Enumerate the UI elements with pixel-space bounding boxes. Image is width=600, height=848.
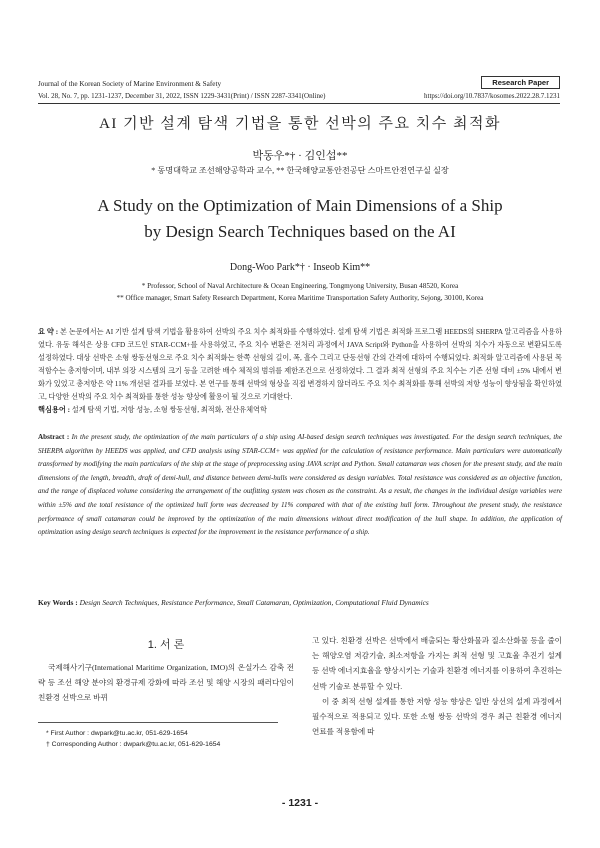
- korean-title: AI 기반 설계 탐색 기법을 통한 선박의 주요 치수 최적화: [99, 116, 501, 132]
- footnote-first-author: * First Author : dwpark@tu.ac.kr, 051-629-1654: [46, 730, 188, 737]
- journal-name: Journal of the Korean Society of Marine Environment & Safety: [38, 80, 222, 88]
- english-keywords-text: Design Search Techniques, Resistance Performance, Small Catamaran, Optimization, Computational Fluid Dynamics: [79, 598, 429, 607]
- korean-authors: 박동우*† · 김인섭**: [252, 150, 348, 162]
- english-abstract-label: Abstract :: [38, 433, 70, 441]
- body-right-paragraph-2: 이 중 최적 선형 설계를 통한 저항 성능 향상은 일반 상선의 설계 과정에서 필수적으로 적용되고 있다. 또한 소형 쌍동 선박의 경우 최근 친환경 에너지 연료를 적용함에 따: [312, 696, 562, 737]
- english-affiliation-1: * Professor, School of Naval Architecture & Ocean Engineering, Tongmyong University, Busan 48520, Korea: [141, 282, 459, 290]
- volume-info: Vol. 28, No. 7, pp. 1231-1237, December 31, 2022, ISSN 1229-3431(Print) / ISSN 2287-3341(Online): [38, 92, 326, 100]
- article-type-badge: Research Paper: [481, 76, 560, 89]
- english-affiliations: [40, 280, 560, 304]
- english-affiliation-2: ** Office manager, Smart Safety Research Department, Korea Maritime Transportation Safety Authority, Sejong, 30100, Korea: [116, 294, 484, 302]
- english-abstract: [38, 431, 562, 540]
- doi-link[interactable]: https://doi.org/10.7837/kosomes.2022.28.7.1231: [424, 92, 560, 100]
- header-rule: [38, 103, 560, 104]
- korean-abstract-text: 본 논문에서는 AI 기반 설계 탐색 기법을 활용하여 선박의 주요 치수 최적화를 수행하였다. 설계 탐색 기법은 최적화 프로그램 HEEDS의 SHERPA 알고리즘을 사용하였다. 유동 해석은 상용 CFD 코드인 STAR-CCM+를 사용하였고, 주요 치수 변환은 전처리 과정에서 JAVA Script와 Python을 사용하여 선박의 치수가 자동으로 변환되도록 설정하였다. 대상 선박은 소형 쌍동선형으로 주요 치수 최적화는 한쪽 선형의 길이, 폭, 흘수 그리고 단동선형 간의 간격에 대하여 수행되었다. 최적화 알고리즘에 사용된 목적함수는 총저항이며, 내부 의장 시스템의 크기 등을 고려한 배수 체적의 범위를 제한조건으로 선정하였다. 그 결과 최적 선형의 주요 치수는 기존 선형 대비 ±5% 내에서 변화가 있었고 총저항은 약 11% 개선된 결과를 보였다. 본 연구를 통해 선박의 형상을 직접 변경하지 않더라도 주요 치수 최적화를 통해 선박의 저항 성능이 향상됨을 확인하였고, 다양한 선박의 주요 치수 최적화를 통한 성능 향상에 활용이 될 것으로 기대한다.: [38, 328, 563, 401]
- body-left-column: 국제해사기구(International Maritime Organization, IMO)의 온실가스 감축 전략 등 조선 해양 분야의 환경규제 강화에 따라 조선 및 해양 시장의 패러다임이 친환경 선박으로 바뀌: [38, 663, 294, 703]
- footnote-corresponding-author: † Corresponding Author : dwpark@tu.ac.kr, 051-629-1654: [46, 741, 221, 748]
- english-authors: Dong-Woo Park*† · Inseob Kim**: [229, 262, 371, 273]
- english-title-line2: by Design Search Techniques based on the AI: [144, 222, 456, 241]
- footnote-rule: [38, 722, 278, 723]
- english-keywords-label: Key Words :: [38, 598, 78, 607]
- korean-abstract: [38, 326, 562, 404]
- english-title-line1: A Study on the Optimization of Main Dimensions of a Ship: [97, 196, 503, 215]
- page-number: - 1231 -: [281, 797, 319, 809]
- korean-keywords: [38, 405, 562, 415]
- body-right-column: [312, 633, 562, 739]
- korean-abstract-label: 요 약 :: [38, 328, 59, 336]
- english-abstract-text: In the present study, the optimization of the main particulars of a ship using AI-based design search techniques was investigated. For the design search techniques, the SHERPA algorithm by HEEDS was applied, and CFD analysis using STAR-CCM+ was applied for the calculation of resistance performance. Main particulars were automatically transformed by modifying the main particulars of the ship at the stage of preprocessing using JAVA script and Python. Small catamaran was chosen for the present study, and the main dimensions of the length, breadth, draft of demi-hull, and distance between demi-hulls were considered as design variables. Total resistance was considered as an objective function, and the range of displaced volume considering the arrangement of the outfitting system was chosen as the constraint. As a result, the changes in the individual design variables were within ±5% and the total resistance of the optimized hull form was decreased by 11% compared with that of the existing hull form. Throughout the present study, the resistance performance of small catamaran could be improved by the optimization of the main dimensions without direct modification of the hull shape. In addition, the application of optimization using design search techniques is expected for the improvement in the resistance performance of a ship.: [38, 433, 562, 537]
- korean-keywords-text: 설계 탐색 기법, 저항 성능, 소형 쌍동선형, 최적화, 전산유체역학: [71, 406, 267, 414]
- body-right-paragraph-1: 고 있다. 친환경 선박은 선박에서 배출되는 황산화물과 질소산화물 등을 줄이는 해양오염 저감기술, 최소저항을 가지는 최적 선형 및 고효율 추진기 설계 등 선박 에너지효율을 향상시키는 기술과 친환경 에너지를 이용하여 추진하는 선박 기술로 분류할 수 있다.: [312, 636, 562, 691]
- korean-affiliation: * 동명대학교 조선해양공학과 교수, ** 한국해양교통안전공단 스마트안전연구실 실장: [151, 166, 449, 175]
- korean-keywords-label: 핵심용어 :: [38, 406, 70, 414]
- section-title-introduction: 1. 서 론: [147, 639, 185, 651]
- english-title: [0, 193, 600, 245]
- english-keywords: [38, 598, 562, 607]
